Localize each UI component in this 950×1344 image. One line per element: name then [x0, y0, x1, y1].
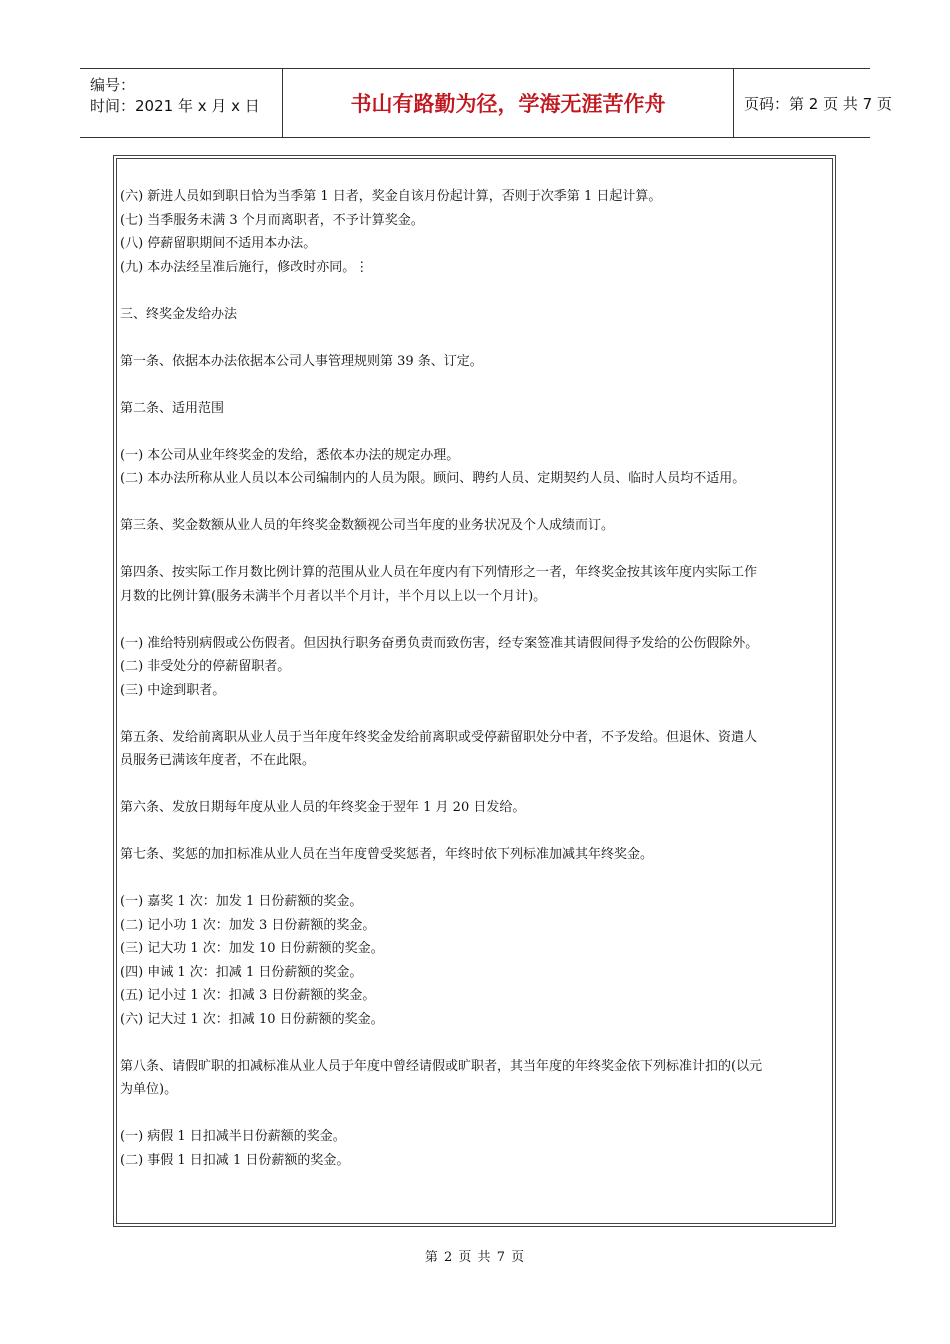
paragraph-gap: [120, 279, 828, 303]
text-line: 第四条、按实际工作月数比例计算的范围从业人员在年度内有下列情形之一者，年终奖金按其该年度内实际工作: [120, 565, 758, 580]
paragraph-gap: [120, 820, 828, 844]
text-line: (四) 申诫 1 次：扣减 1 日份薪额的奖金。: [120, 964, 363, 980]
paragraph-gap: [120, 608, 828, 632]
text-line: 第五条、发给前离职从业人员于当年度年终奖金发给前离职或受停薪留职处分中者，不予发给。但退休、资遣人: [120, 729, 758, 745]
text-line: (七) 当季服务未满 3 个月而离职者，不予计算奖金。: [120, 212, 424, 228]
paragraph-gap: [120, 702, 828, 726]
paragraph-gap: [120, 326, 828, 350]
text-line: (一) 病假 1 日扣减半日份薪额的奖金。: [120, 1129, 346, 1144]
text-line: (五) 记小过 1 次：扣减 3 日份薪额的奖金。: [120, 988, 376, 1003]
paragraph-gap: [120, 1102, 828, 1126]
paragraph-gap: [120, 373, 828, 397]
paragraph-gap: [120, 773, 828, 797]
text-line: (一) 本公司从业年终奖金的发给，悉依本办法的规定办理。: [120, 447, 460, 463]
page-footer: 第 2 页 共 7 页: [424, 1250, 526, 1265]
document-body: [120, 185, 828, 1172]
text-line: (三) 记大功 1 次：加发 10 日份薪额的奖金。: [120, 941, 384, 956]
text-line: 第七条、奖惩的加扣标准从业人员在当年度曾受奖惩者，年终时依下列标准加减其年终奖金。: [120, 847, 654, 862]
text-line: 第二条、适用范围: [120, 400, 225, 416]
header-meta: [80, 69, 282, 137]
text-line: (一) 嘉奖 1 次：加发 1 日份薪额的奖金。: [120, 894, 363, 909]
text-line: (三) 中途到职者。: [120, 682, 226, 698]
time-label: 时间：2021 年 x 月 x 日: [90, 97, 260, 115]
text-line: 第三条、奖金数额从业人员的年终奖金数额视公司当年度的业务状况及个人成绩而订。: [120, 518, 615, 533]
paragraph-gap: [120, 538, 828, 562]
code-label: 编号：: [90, 76, 136, 94]
text-line: (二) 本办法所称从业人员以本公司编制内的人员为限。顾问、聘约人员、定期契约人员、临时人员均不适用。: [120, 471, 746, 486]
paragraph-gap: [120, 867, 828, 891]
text-line: (一) 准给特别病假或公伤假者。但因执行职务奋勇负责而致伤害，经专案签准其请假间得予发给的公伤假除外。: [120, 635, 759, 651]
paragraph-gap: [120, 1031, 828, 1055]
content-box: [116, 158, 833, 1224]
text-line: (九) 本办法经呈准后施行，修改时亦同。⋮: [120, 259, 369, 275]
text-line: 月数的比例计算(服务未满半个月者以半个月计，半个月以上以一个月计)。: [120, 588, 547, 604]
text-line: 第八条、请假旷职的扣减标准从业人员于年度中曾经请假或旷职者，其当年度的年终奖金依下列标准计扣的(以元: [120, 1058, 763, 1074]
paragraph-gap: [120, 420, 828, 444]
text-line: 为单位)。: [120, 1082, 178, 1097]
text-line: (六) 记大过 1 次：扣减 10 日份薪额的奖金。: [120, 1011, 384, 1027]
header-motto: 书山有路勤为径，学海无涯苦作舟: [282, 69, 734, 137]
text-line: (六) 新进人员如到职日恰为当季第 1 日者，奖金自该月份起计算，否则于次季第 1 日起计算。: [120, 189, 662, 204]
text-line: (八) 停薪留职期间不适用本办法。: [120, 236, 317, 251]
text-line: 第六条、发放日期每年度从业人员的年终奖金于翌年 1 月 20 日发给。: [120, 800, 526, 815]
text-line: (二) 事假 1 日扣减 1 日份薪额的奖金。: [120, 1152, 350, 1168]
text-line: (二) 非受处分的停薪留职者。: [120, 659, 291, 674]
text-line: 员服务已满该年度者，不在此限。: [120, 753, 316, 768]
page-number-label: 页码：第 2 页 共 7 页: [744, 94, 892, 113]
text-line: (二) 记小功 1 次：加发 3 日份薪额的奖金。: [120, 917, 376, 933]
paragraph-gap: [120, 491, 828, 515]
text-line: 第一条、依据本办法依据本公司人事管理规则第 39 条、订定。: [120, 353, 483, 369]
text-line: 三、终奖金发给办法: [120, 306, 238, 322]
page-header: [80, 68, 892, 138]
